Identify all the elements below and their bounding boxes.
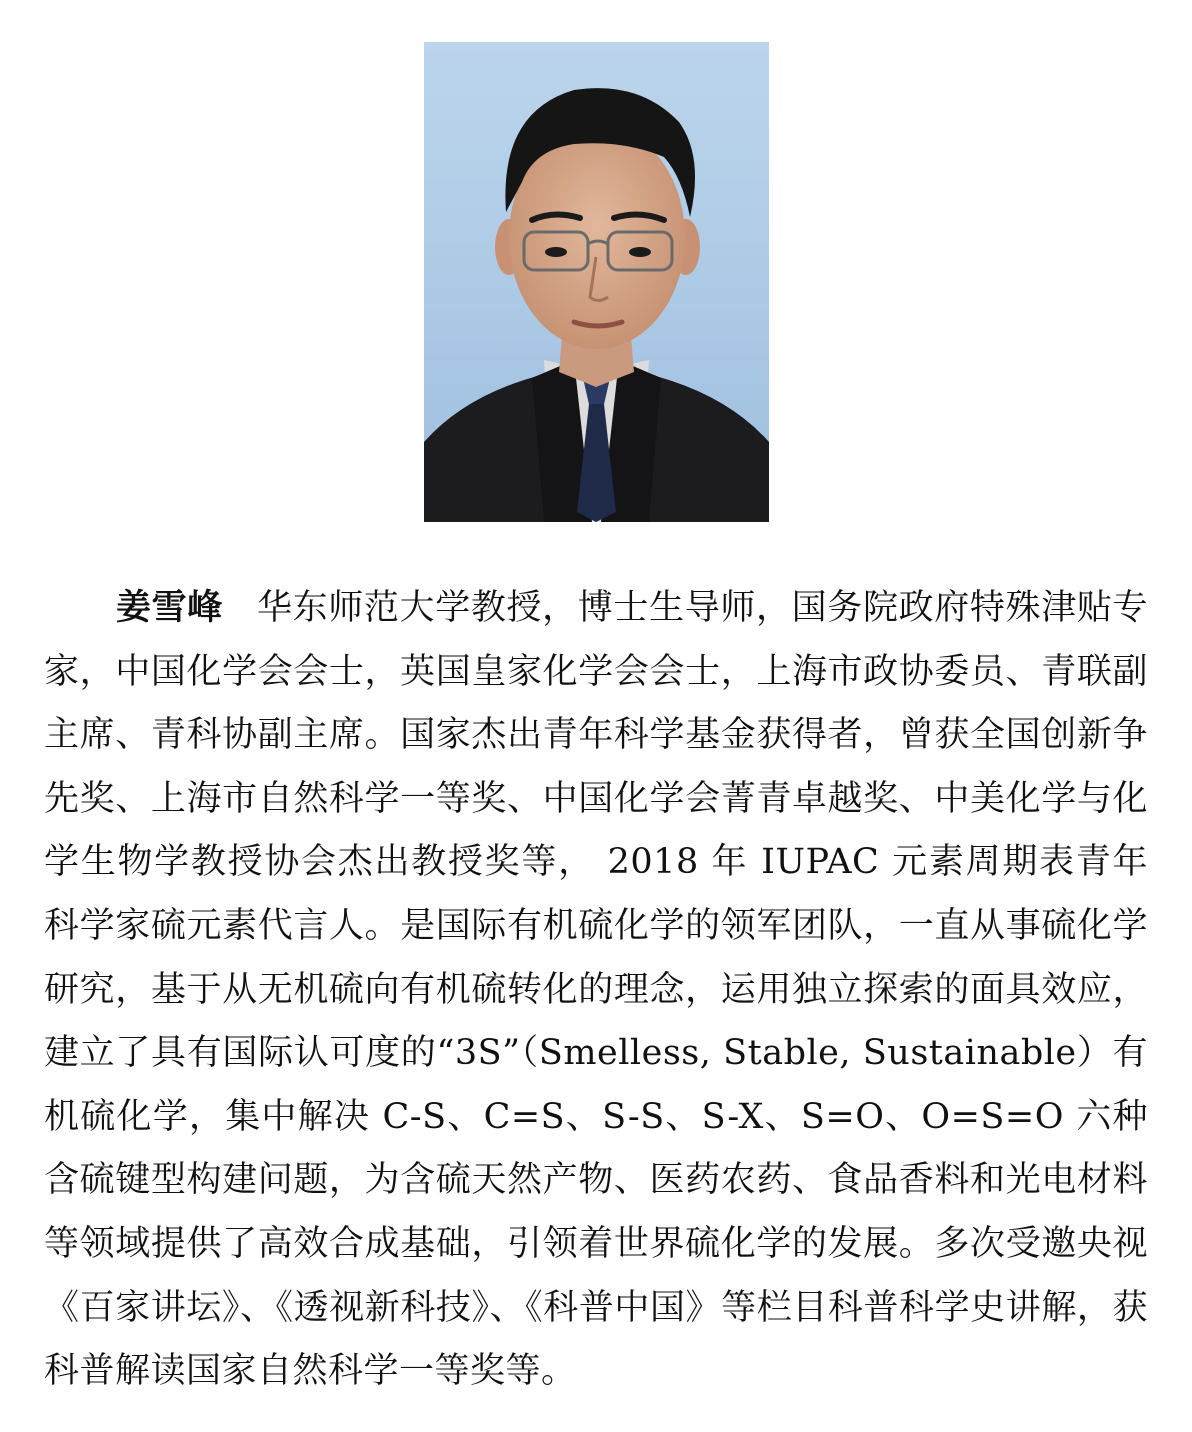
portrait-photo — [424, 42, 769, 522]
biography-paragraph — [44, 577, 1148, 1404]
biography-text: 华东师范大学教授，博士生导师，国务院政府特殊津贴专家，中国化学会会士，英国皇家化学会会士，上海市政协委员、青联副主席、青科协副主席。国家杰出青年科学基金获得者，曾获全国创新争先奖、上海市自然科学一等奖、中国化学会菁青卓越奖、中美化学与化学生物学教授协会杰出教授奖等， 2018 年 IUPAC 元素周期表青年科学家硫元素代言人。是国际有机硫化学的领军团队，一直从事硫化学研究，基于从无机硫向有机硫转化的理念，运用独立探索的面具效应，建立了具有国际认可度的“3S”（Smelless, Stable, Sustainable）有机硫化学，集中解决 C-S、C=S、S-S、S-X、S=O、O=S=O 六种含硫键型构建问题，为含硫天然产物、医药农药、食品香料和光电材料等领域提供了高效合成基础，引领着世界硫化学的发展。多次受邀央视《百家讲坛》、《透视新科技》、《科普中国》等栏目科普科学史讲解，获科普解读国家自然科学一等奖等。 — [44, 588, 1148, 1392]
person-portrait-icon — [424, 42, 769, 522]
person-name: 姜雪峰 — [116, 588, 223, 628]
